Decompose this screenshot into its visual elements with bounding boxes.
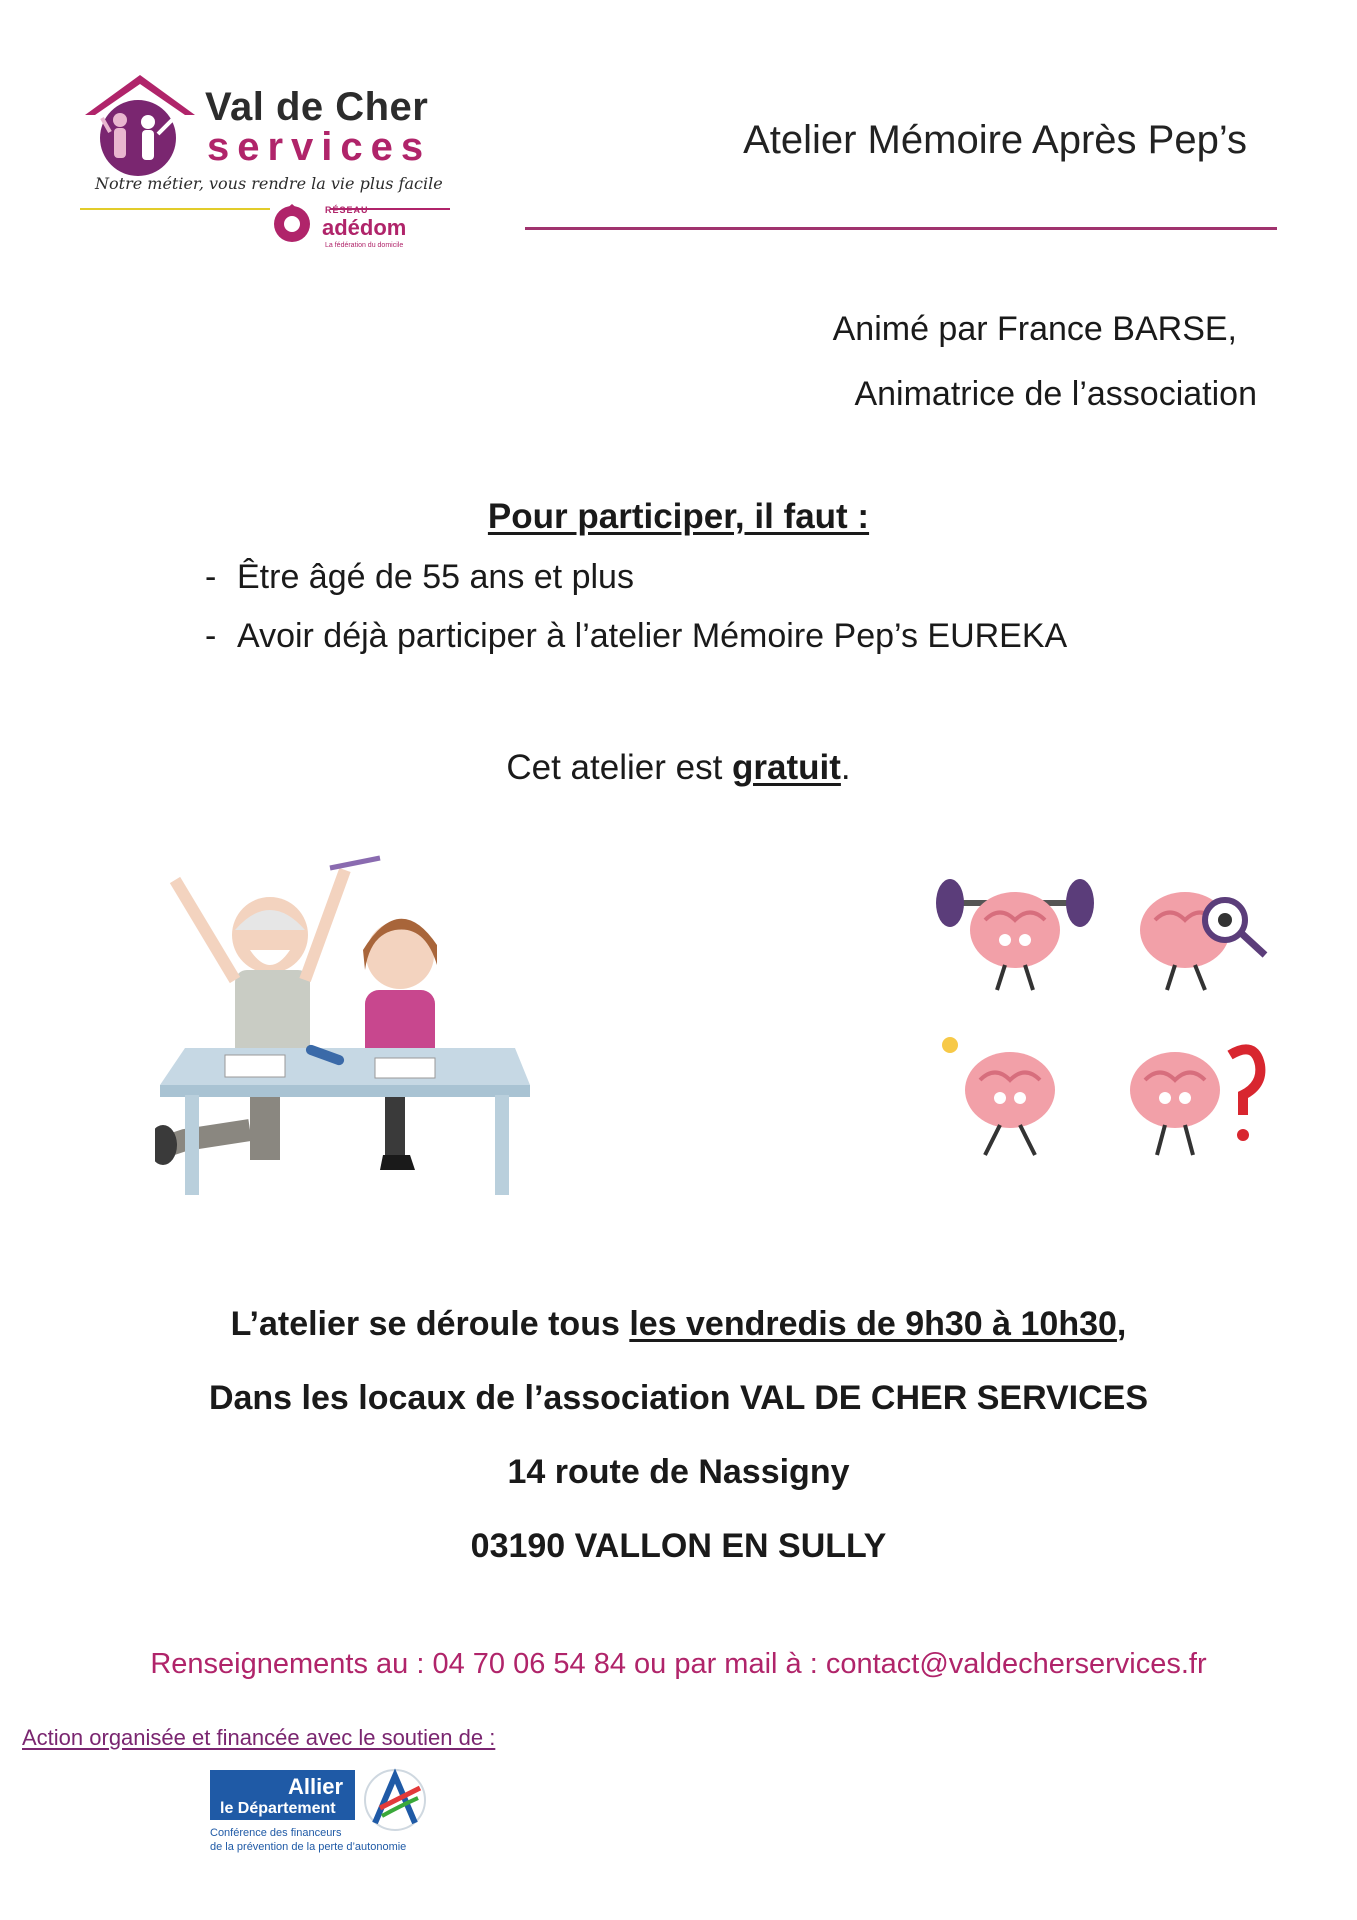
condition-item: - Avoir déjà participer à l’atelier Mémoire Pep’s EUREKA [205,617,1067,656]
logo-name-line1: Val de Cher [205,85,429,129]
allier-logo-subtext: le Département [220,1800,336,1817]
contact-info: Renseignements au : 04 70 06 54 84 ou par mail à : contact@valdecherservices.fr [150,1648,1207,1680]
conditions-heading: Pour participer, il faut : [487,497,870,536]
allier-departement-logo [210,1768,435,1858]
address-street: 14 route de Nassigny [507,1453,850,1491]
conditions-list [205,558,1067,676]
page-title: Atelier Mémoire Après Pep’s [743,118,1247,162]
adedom-subtitle: La fédération du domicile [325,242,404,249]
logo-tagline: Notre métier, vous rendre la vie plus facile [95,174,443,193]
location-line: Dans les locaux de l’association VAL DE CHER SERVICES [208,1379,1149,1417]
schedule-highlight: les vendredis de 9h30 à 10h30 [629,1305,1117,1343]
adedom-name: adédom [322,215,407,240]
allier-logo-conference: Conférence des financeurs [210,1827,342,1839]
val-de-cher-house-logo [80,70,200,180]
free-word: gratuit [732,748,841,787]
adedom-network-label: RÉSEAU [325,205,369,215]
allier-logo-text: Allier [288,1774,344,1799]
allier-logo-prevention: de la prévention de la perte d’autonomie [210,1841,407,1853]
free-notice: Cet atelier est gratuit. [506,748,851,787]
support-label: Action organisée et financée avec le soutien de : [22,1725,496,1750]
logo-name-line2: services [207,125,432,169]
logo-divider-yellow [80,208,270,210]
brains-exercising-illustration [935,860,1280,1180]
condition-item: - Être âgé de 55 ans et plus [205,558,1067,597]
adedom-icon [270,200,315,245]
animator-role: Animatrice de l’association [854,375,1257,413]
animator-name: Animé par France BARSE, [832,310,1237,348]
address-city: 03190 VALLON EN SULLY [470,1527,887,1565]
seniors-at-table-illustration [155,850,545,1210]
title-divider [525,227,1277,230]
schedule-line: L’atelier se déroule tous les vendredis de 9h30 à 10h30, [230,1305,1127,1343]
